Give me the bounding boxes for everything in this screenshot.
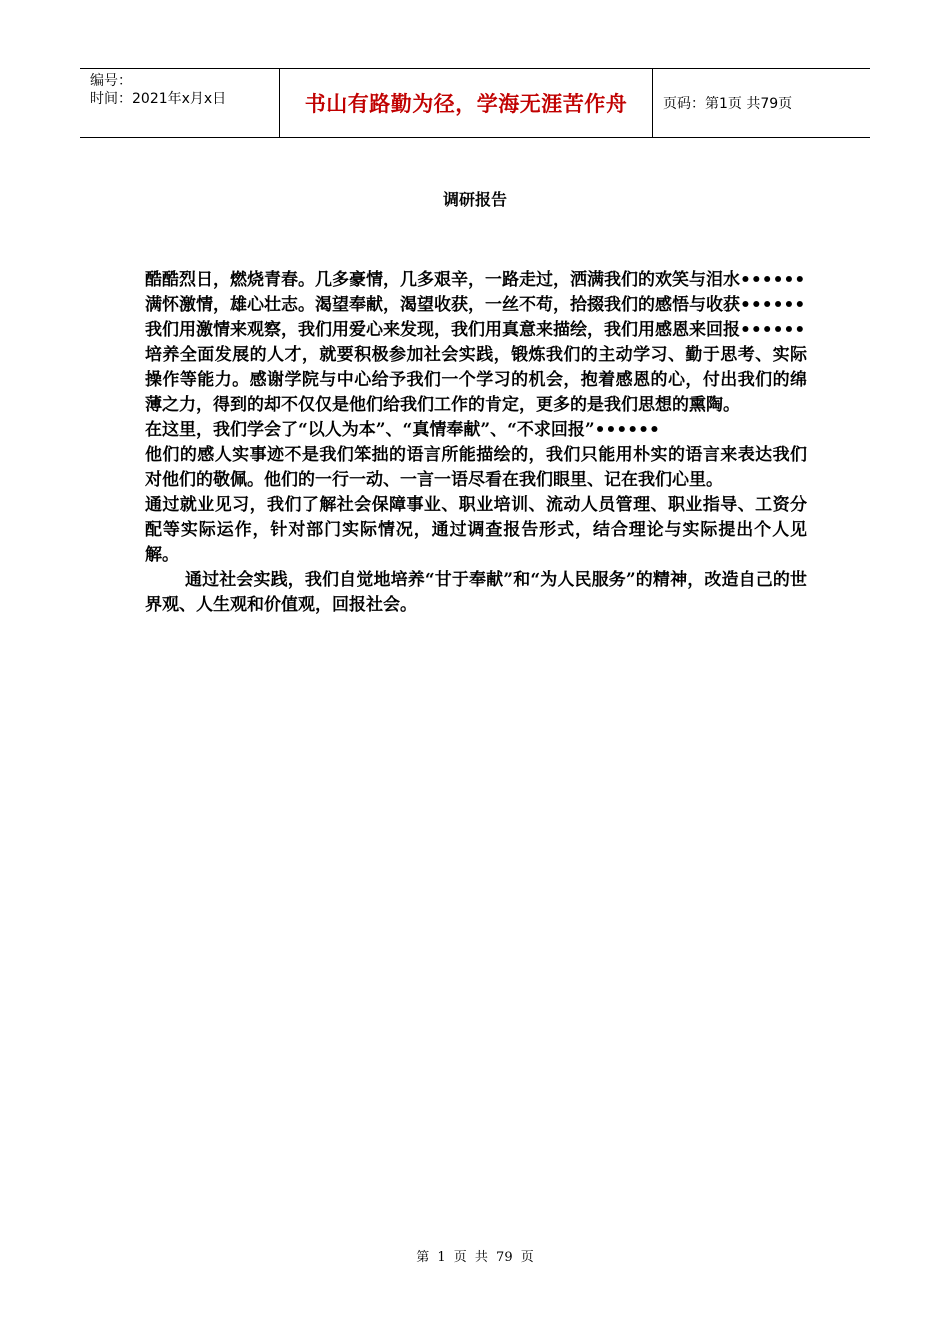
paragraph-4: 培养全面发展的人才，就要积极参加社会实践，锻炼我们的主动学习、勤于思考、实际操作等能力。感谢学院与中心给予我们一个学习的机会，抱着感恩的心，付出我们的绵薄之力，得到的却不仅仅是他们给我们工作的肯定，更多的是我们思想的熏陶。 <box>145 345 807 415</box>
header-page-info: 页码：第1页 共79页 <box>663 96 793 112</box>
paragraph-8: 通过社会实践，我们自觉地培养“甘于奉献”和“为人民服务”的精神，改造自己的世界观、人生观和价值观，回报社会。 <box>145 570 807 615</box>
paragraph-5: 在这里，我们学会了“以人为本”、“真情奉献”、“不求回报”•••••• <box>145 420 660 440</box>
header-meta <box>80 69 280 137</box>
page-footer: 第 1 页 共 79 页 <box>416 1250 534 1265</box>
paragraph-6: 他们的感人实事迹不是我们笨拙的语言所能描绘的，我们只能用朴实的语言来表达我们对他们的敬佩。他们的一行一动、一言一语尽看在我们眼里、记在我们心里。 <box>145 445 807 490</box>
paragraph-3: 我们用激情来观察，我们用爱心来发现，我们用真意来描绘，我们用感恩来回报•••••• <box>145 320 806 340</box>
paragraph-7: 通过就业见习，我们了解社会保障事业、职业培训、流动人员管理、职业指导、工资分配等实际运作，针对部门实际情况，通过调查报告形式，结合理论与实际提出个人见解。 <box>145 495 807 565</box>
page-header <box>80 68 870 138</box>
header-motto: 书山有路勤为径，学海无涯苦作舟 <box>280 69 653 137</box>
paragraph-2: 满怀激情，雄心壮志。渴望奉献，渴望收获，一丝不苟，拾掇我们的感悟与收获•••••• <box>145 295 806 315</box>
number-label: 编号： <box>90 73 132 89</box>
paragraph-1: 酷酷烈日，燃烧青春。几多豪情，几多艰辛，一路走过，洒满我们的欢笑与泪水•••••• <box>145 270 806 290</box>
time-label: 时间：2021年x月x日 <box>90 91 227 107</box>
document-title: 调研报告 <box>442 190 507 209</box>
document-body <box>145 268 807 618</box>
